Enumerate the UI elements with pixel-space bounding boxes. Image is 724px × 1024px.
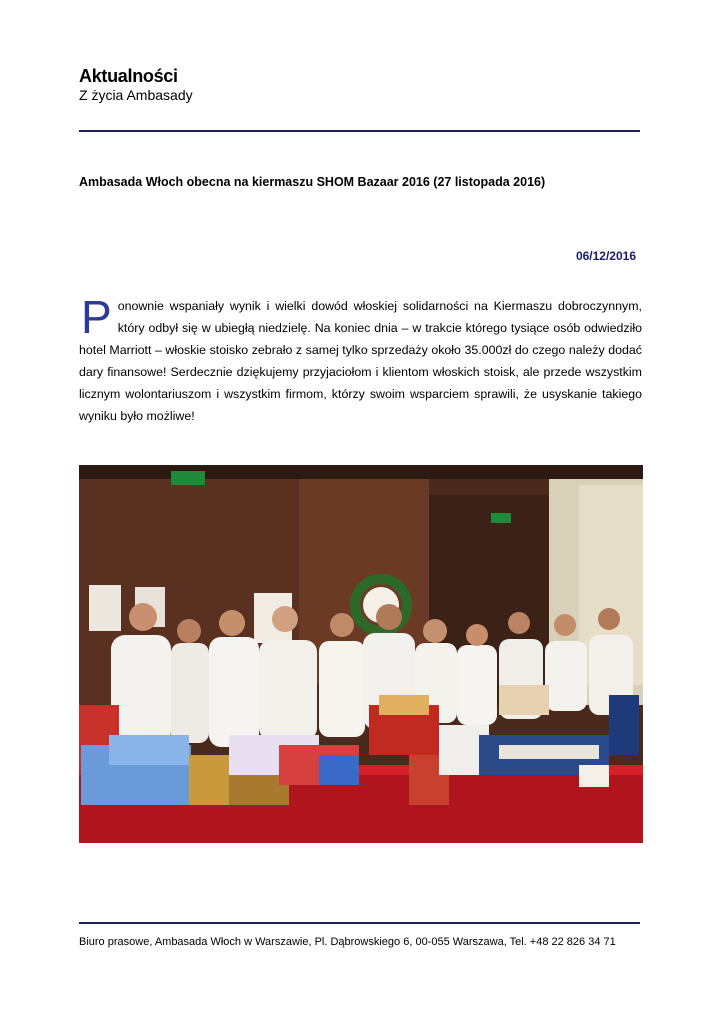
- article-body: [79, 291, 642, 427]
- page-title: Aktualności: [79, 66, 178, 86]
- article-date: 06/12/2016: [575, 249, 636, 263]
- footer-divider: [79, 922, 640, 924]
- page-subtitle: Z życia Ambasady: [79, 87, 193, 103]
- article-title: Ambasada Włoch obecna na kiermaszu SHOM Bazaar 2016 (27 listopada 2016): [79, 175, 546, 189]
- header-divider: [79, 130, 640, 132]
- event-photo: [79, 465, 643, 843]
- drop-cap: P: [81, 291, 112, 343]
- footer-contact: Biuro prasowe, Ambasada Włoch w Warszawie, Pl. Dąbrowskiego 6, 00-055 Warszawa, Tel. +48 22 826 34 71: [79, 936, 616, 948]
- article-body-text: onownie wspaniały wynik i wielki dowód włoskiej solidarności na Kiermaszu dobroczynnym, który odbył się w ubiegłą niedzielę. Na koniec dnia – w trakcie którego tysiące osób odwiedziło hotel Marriott – włoskie stoisko zebrało z samej tylko sprzedaży około 35.000zł do czego należy dodać dary finansowe! Serdecznie dziękujemy przyjaciołom i klientom włoskich stoisk, ale przede wszystkim licznym wolontariuszom i wszystkim firmom, którzy swoim wsparciem sprawili, że usyskanie takiego wyniku było możliwe!: [79, 299, 642, 423]
